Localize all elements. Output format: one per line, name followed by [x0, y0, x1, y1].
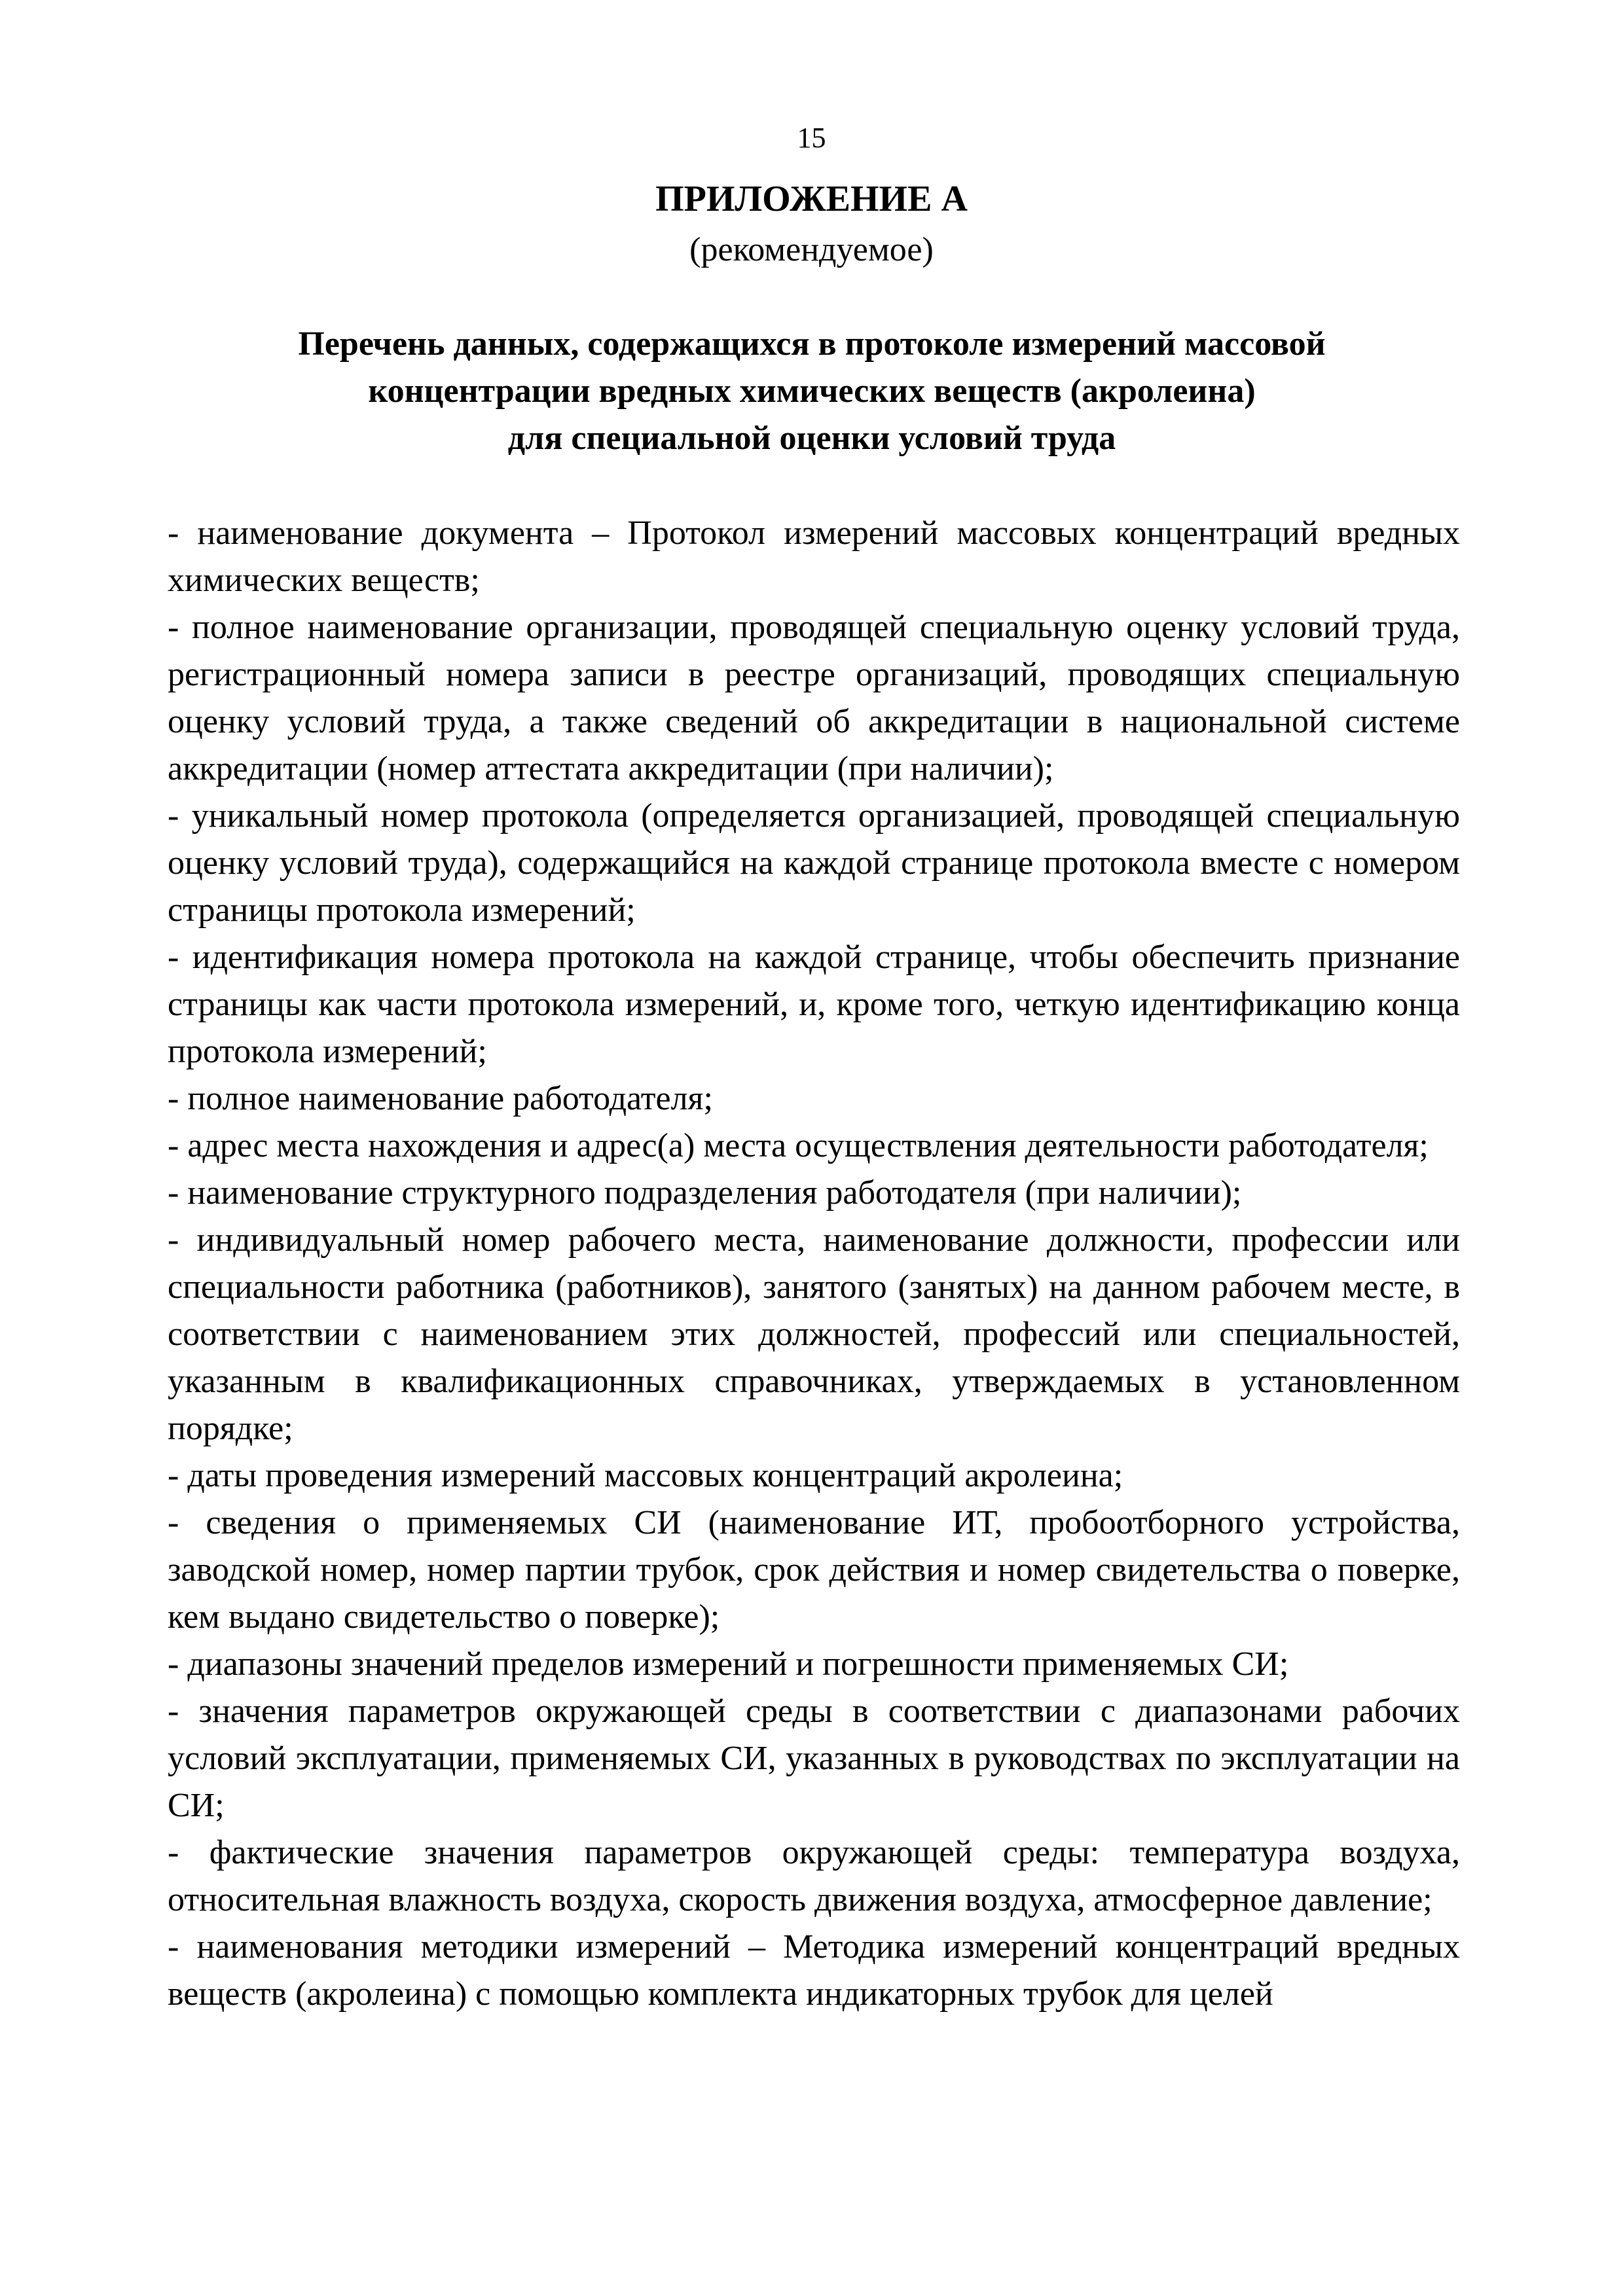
- list-item: - фактические значения параметров окружающей среды: температура воздуха, относительная влажность воздуха, скорость движения воздуха, атмосферное давление;: [168, 1834, 1460, 1918]
- list-item: - наименование документа – Протокол измерений массовых концентраций вредных химических веществ;: [168, 514, 1460, 599]
- list-item: - наименования методики измерений – Методика измерений концентраций вредных веществ (акролеина) с помощью комплекта индикаторных трубок для целей: [168, 1928, 1460, 2013]
- heading-line: концентрации вредных химических веществ (акролеина): [368, 372, 1256, 410]
- list-item: - сведения о применяемых СИ (наименование ИТ, пробоотборного устройства, заводской номер, номер партии трубок, срок действия и номер свидетельства о поверке, кем выдано свидетельство о поверке);: [168, 1504, 1460, 1636]
- list-item: - уникальный номер протокола (определяется организацией, проводящей специальную оценку условий труда), содержащийся на каждой странице протокола вместе с номером страницы протокола измерений;: [168, 797, 1460, 929]
- appendix-subtitle: (рекомендуемое): [689, 231, 934, 268]
- list-item: - полное наименование организации, проводящей специальную оценку условий труда, регистрационный номера записи в реестре организаций, проводящих специальную оценку условий труда, а также сведений об аккредитации в национальной системе аккредитации (номер аттестата аккредитации (при наличии);: [168, 609, 1460, 787]
- document-body: [168, 510, 1460, 2018]
- list-item: - идентификация номера протокола на каждой странице, чтобы обеспечить признание страницы как части протокола измерений, и, кроме того, четкую идентификацию конца протокола измерений;: [168, 939, 1460, 1070]
- appendix-title: ПРИЛОЖЕНИЕ А: [655, 179, 968, 219]
- list-item: - адрес места нахождения и адрес(а) места осуществления деятельности работодателя;: [168, 1127, 1429, 1164]
- list-item: - полное наименование работодателя;: [168, 1080, 713, 1117]
- list-item: - наименование структурного подразделения работодателя (при наличии);: [168, 1174, 1242, 1211]
- list-item: - индивидуальный номер рабочего места, наименование должности, профессии или специальности работника (работников), занятого (занятых) на данном рабочем месте, в соответствии с наименованием этих должностей, профессий или специальностей, указанным в квалификационных справочниках, утверждаемых в установленном порядке;: [168, 1221, 1460, 1447]
- page-number: 15: [797, 122, 826, 154]
- heading-line: для специальной оценки условий труда: [507, 420, 1116, 457]
- document-heading: [170, 321, 1453, 462]
- list-item: - значения параметров окружающей среды в соответствии с диапазонами рабочих условий эксплуатации, применяемых СИ, указанных в руководствах по эксплуатации на СИ;: [168, 1693, 1460, 1824]
- heading-line: Перечень данных, содержащихся в протоколе измерений массовой: [298, 325, 1326, 363]
- list-item: - диапазоны значений пределов измерений и погрешности применяемых СИ;: [168, 1645, 1289, 1683]
- list-item: - даты проведения измерений массовых концентраций акролеина;: [168, 1457, 1123, 1494]
